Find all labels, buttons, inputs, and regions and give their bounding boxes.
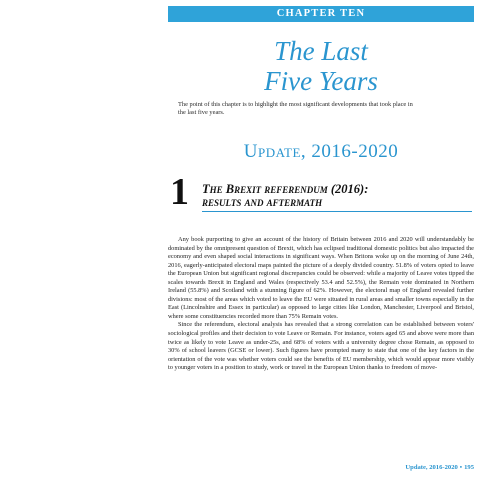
page-footer (360, 464, 474, 471)
chapter-banner: CHAPTER TEN (168, 6, 474, 22)
subsection-header (168, 171, 472, 214)
chapter-intro: The point of this chapter is to highlight the most significant developments that took place in the last five years. (178, 101, 413, 117)
body-paragraph: Any book purporting to give an account of the history of Britain between 2016 and 2020 will understandably be dominated by the omnipresent question of Brexit, which has eclipsed traditional domestic politics but also impacted the economy and even shaped social interactions in significant ways. When Britons woke up on the morning of June 24th, 2016, eagerly-anticipated electoral maps painted the picture of a deeply divided country. 51.8% of voters opted to leave the European Union but significant regional discrepancies could be observed: while a majority of Leave votes tipped the scales towards Brexit in England and Wales (respectively 53.4 and 52.5%), the Remain vote dominated in Northern Ireland (55.8%) and Scotland with a stunning figure of 62%. However, the electoral map of England revealed further divisions: most of the areas which voted to leave the EU were situated in rural areas and smaller towns especially in the East (Lincolnshire and Essex in particular) as opposed to large cities like London, Manchester, Liverpool and Bristol, where some constituencies recorded more than 75% Remain votes. (168, 236, 474, 320)
chapter-title (168, 36, 474, 96)
footer-bullet: • (459, 464, 463, 471)
subsection-divider (202, 211, 472, 212)
chapter-title-line1: The Last (274, 36, 368, 66)
page-number: 195 (464, 464, 474, 471)
section-heading: Update, 2016-2020 (243, 141, 399, 162)
body-text (168, 236, 474, 373)
body-paragraph: Since the referendum, electoral analysis has revealed that a strong correlation can be established between voters' sociological profiles and their decision to vote Leave or Remain. For instance, voters aged 65 and above were more than twice as likely to vote Leave as under-25s, and 68% of voters with a university degree chose Remain, as opposed to 30% of school leavers (GCSE or lower). Such figures have prompted many to state that one of the key factors in the orientation of the vote was whether voters could see the benefits of EU membership, which would appear more visibly to younger voters in a position to study, work or travel in the European Union thanks to freedom of move- (168, 321, 474, 372)
subsection-title (202, 183, 470, 209)
subsection-title-line2: results and aftermath (202, 195, 323, 209)
footer-section-title: Update, 2016-2020 (405, 464, 458, 471)
subsection-number: 1 (170, 171, 189, 213)
chapter-title-line2: Five Years (264, 66, 378, 96)
subsection-title-line1: The Brexit referendum (2016): (202, 182, 369, 196)
